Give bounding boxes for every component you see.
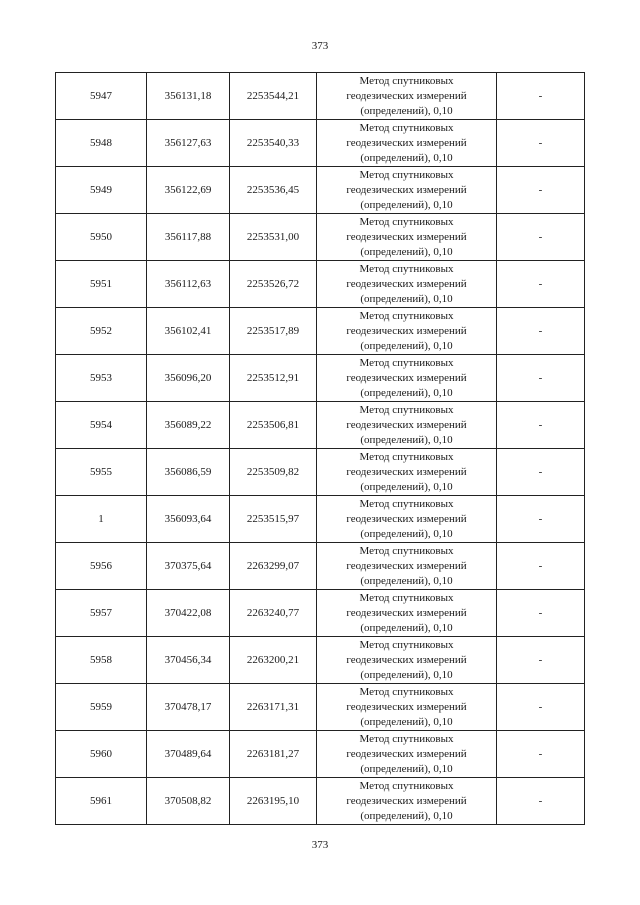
table-row — [56, 214, 585, 261]
x-coordinate-cell: 356112,63 — [147, 261, 230, 308]
table-row — [56, 73, 585, 120]
method-text-line: (определений), 0,10 — [360, 339, 453, 352]
y-coordinate-cell: 2263195,10 — [230, 778, 317, 825]
method-text-line: Метод спутниковых — [359, 779, 454, 792]
method-text-line: (определений), 0,10 — [360, 386, 453, 399]
method-text-line: (определений), 0,10 — [360, 574, 453, 587]
method-cell — [317, 73, 497, 120]
method-text-line: геодезических измерений — [346, 512, 467, 525]
method-text-line: Метод спутниковых — [359, 74, 454, 87]
table-row — [56, 684, 585, 731]
point-number-cell: 5960 — [56, 731, 147, 778]
y-coordinate-cell: 2253540,33 — [230, 120, 317, 167]
method-text-line: геодезических измерений — [346, 653, 467, 666]
point-number-cell: 5955 — [56, 449, 147, 496]
description-cell: - — [497, 308, 585, 355]
point-number-cell: 5949 — [56, 167, 147, 214]
method-text-line: Метод спутниковых — [359, 497, 454, 510]
description-cell: - — [497, 637, 585, 684]
method-text-line: (определений), 0,10 — [360, 104, 453, 117]
x-coordinate-cell: 356086,59 — [147, 449, 230, 496]
method-text-line: (определений), 0,10 — [360, 762, 453, 775]
method-text-line: (определений), 0,10 — [360, 245, 453, 258]
method-text-line: Метод спутниковых — [359, 356, 454, 369]
method-text-line: геодезических измерений — [346, 324, 467, 337]
method-text-line: Метод спутниковых — [359, 262, 454, 275]
y-coordinate-cell: 2263240,77 — [230, 590, 317, 637]
method-text-line: Метод спутниковых — [359, 544, 454, 557]
table-row — [56, 402, 585, 449]
x-coordinate-cell: 370422,08 — [147, 590, 230, 637]
point-number-cell: 5948 — [56, 120, 147, 167]
method-text-line: геодезических измерений — [346, 700, 467, 713]
point-number-cell: 5959 — [56, 684, 147, 731]
table-row — [56, 261, 585, 308]
x-coordinate-cell: 370478,17 — [147, 684, 230, 731]
table-row — [56, 449, 585, 496]
method-cell — [317, 684, 497, 731]
x-coordinate-cell: 356127,63 — [147, 120, 230, 167]
method-cell — [317, 731, 497, 778]
description-cell: - — [497, 120, 585, 167]
method-text-line: Метод спутниковых — [359, 121, 454, 134]
method-text-line: Метод спутниковых — [359, 685, 454, 698]
description-cell: - — [497, 73, 585, 120]
point-number-cell: 5954 — [56, 402, 147, 449]
description-cell: - — [497, 167, 585, 214]
method-text-line: (определений), 0,10 — [360, 292, 453, 305]
table-row — [56, 731, 585, 778]
method-cell — [317, 308, 497, 355]
x-coordinate-cell: 356102,41 — [147, 308, 230, 355]
coordinates-table — [55, 72, 585, 825]
description-cell: - — [497, 543, 585, 590]
table-row — [56, 637, 585, 684]
method-cell — [317, 496, 497, 543]
y-coordinate-cell: 2253536,45 — [230, 167, 317, 214]
method-text-line: Метод спутниковых — [359, 732, 454, 745]
point-number-cell: 5953 — [56, 355, 147, 402]
method-text-line: (определений), 0,10 — [360, 151, 453, 164]
page-number-top: 373 — [311, 40, 329, 52]
y-coordinate-cell: 2263299,07 — [230, 543, 317, 590]
method-text-line: (определений), 0,10 — [360, 433, 453, 446]
x-coordinate-cell: 356093,64 — [147, 496, 230, 543]
description-cell: - — [497, 261, 585, 308]
method-cell — [317, 543, 497, 590]
method-text-line: (определений), 0,10 — [360, 668, 453, 681]
table-row — [56, 778, 585, 825]
description-cell: - — [497, 778, 585, 825]
description-cell: - — [497, 590, 585, 637]
description-cell: - — [497, 449, 585, 496]
point-number-cell: 5957 — [56, 590, 147, 637]
y-coordinate-cell: 2263181,27 — [230, 731, 317, 778]
method-text-line: Метод спутниковых — [359, 591, 454, 604]
method-text-line: Метод спутниковых — [359, 215, 454, 228]
method-text-line: геодезических измерений — [346, 136, 467, 149]
method-text-line: Метод спутниковых — [359, 309, 454, 322]
table-row — [56, 308, 585, 355]
point-number-cell: 5961 — [56, 778, 147, 825]
method-text-line: геодезических измерений — [346, 747, 467, 760]
table-row — [56, 543, 585, 590]
x-coordinate-cell: 370456,34 — [147, 637, 230, 684]
point-number-cell: 5950 — [56, 214, 147, 261]
method-text-line: Метод спутниковых — [359, 638, 454, 651]
x-coordinate-cell: 356131,18 — [147, 73, 230, 120]
method-cell — [317, 778, 497, 825]
x-coordinate-cell: 370375,64 — [147, 543, 230, 590]
method-text-line: геодезических измерений — [346, 418, 467, 431]
x-coordinate-cell: 356089,22 — [147, 402, 230, 449]
point-number-cell: 1 — [56, 496, 147, 543]
description-cell: - — [497, 214, 585, 261]
table-row — [56, 355, 585, 402]
y-coordinate-cell: 2253512,91 — [230, 355, 317, 402]
method-text-line: Метод спутниковых — [359, 403, 454, 416]
method-cell — [317, 167, 497, 214]
description-cell: - — [497, 496, 585, 543]
table-row — [56, 167, 585, 214]
y-coordinate-cell: 2253517,89 — [230, 308, 317, 355]
description-cell: - — [497, 684, 585, 731]
method-text-line: (определений), 0,10 — [360, 480, 453, 493]
method-text-line: геодезических измерений — [346, 371, 467, 384]
method-text-line: геодезических измерений — [346, 559, 467, 572]
method-text-line: геодезических измерений — [346, 277, 467, 290]
method-text-line: (определений), 0,10 — [360, 198, 453, 211]
method-cell — [317, 261, 497, 308]
method-text-line: (определений), 0,10 — [360, 715, 453, 728]
x-coordinate-cell: 356117,88 — [147, 214, 230, 261]
x-coordinate-cell: 370489,64 — [147, 731, 230, 778]
method-cell — [317, 214, 497, 261]
method-text-line: геодезических измерений — [346, 230, 467, 243]
y-coordinate-cell: 2263171,31 — [230, 684, 317, 731]
method-cell — [317, 355, 497, 402]
method-text-line: геодезических измерений — [346, 183, 467, 196]
point-number-cell: 5952 — [56, 308, 147, 355]
method-text-line: (определений), 0,10 — [360, 527, 453, 540]
description-cell: - — [497, 355, 585, 402]
method-text-line: Метод спутниковых — [359, 450, 454, 463]
y-coordinate-cell: 2253526,72 — [230, 261, 317, 308]
point-number-cell: 5958 — [56, 637, 147, 684]
table-row — [56, 120, 585, 167]
point-number-cell: 5947 — [56, 73, 147, 120]
y-coordinate-cell: 2253544,21 — [230, 73, 317, 120]
method-text-line: геодезических измерений — [346, 89, 467, 102]
method-text-line: геодезических измерений — [346, 794, 467, 807]
table-row — [56, 590, 585, 637]
y-coordinate-cell: 2253509,82 — [230, 449, 317, 496]
method-text-line: геодезических измерений — [346, 465, 467, 478]
description-cell: - — [497, 402, 585, 449]
method-cell — [317, 590, 497, 637]
description-cell: - — [497, 731, 585, 778]
method-cell — [317, 120, 497, 167]
x-coordinate-cell: 356122,69 — [147, 167, 230, 214]
method-cell — [317, 402, 497, 449]
x-coordinate-cell: 370508,82 — [147, 778, 230, 825]
method-cell — [317, 449, 497, 496]
point-number-cell: 5951 — [56, 261, 147, 308]
y-coordinate-cell: 2253531,00 — [230, 214, 317, 261]
table-row — [56, 496, 585, 543]
method-text-line: (определений), 0,10 — [360, 621, 453, 634]
method-text-line: Метод спутниковых — [359, 168, 454, 181]
method-cell — [317, 637, 497, 684]
y-coordinate-cell: 2253506,81 — [230, 402, 317, 449]
page-number-bottom: 373 — [311, 839, 329, 851]
y-coordinate-cell: 2253515,97 — [230, 496, 317, 543]
coordinates-table-body — [56, 73, 585, 825]
point-number-cell: 5956 — [56, 543, 147, 590]
x-coordinate-cell: 356096,20 — [147, 355, 230, 402]
method-text-line: геодезических измерений — [346, 606, 467, 619]
method-text-line: (определений), 0,10 — [360, 809, 453, 822]
y-coordinate-cell: 2263200,21 — [230, 637, 317, 684]
